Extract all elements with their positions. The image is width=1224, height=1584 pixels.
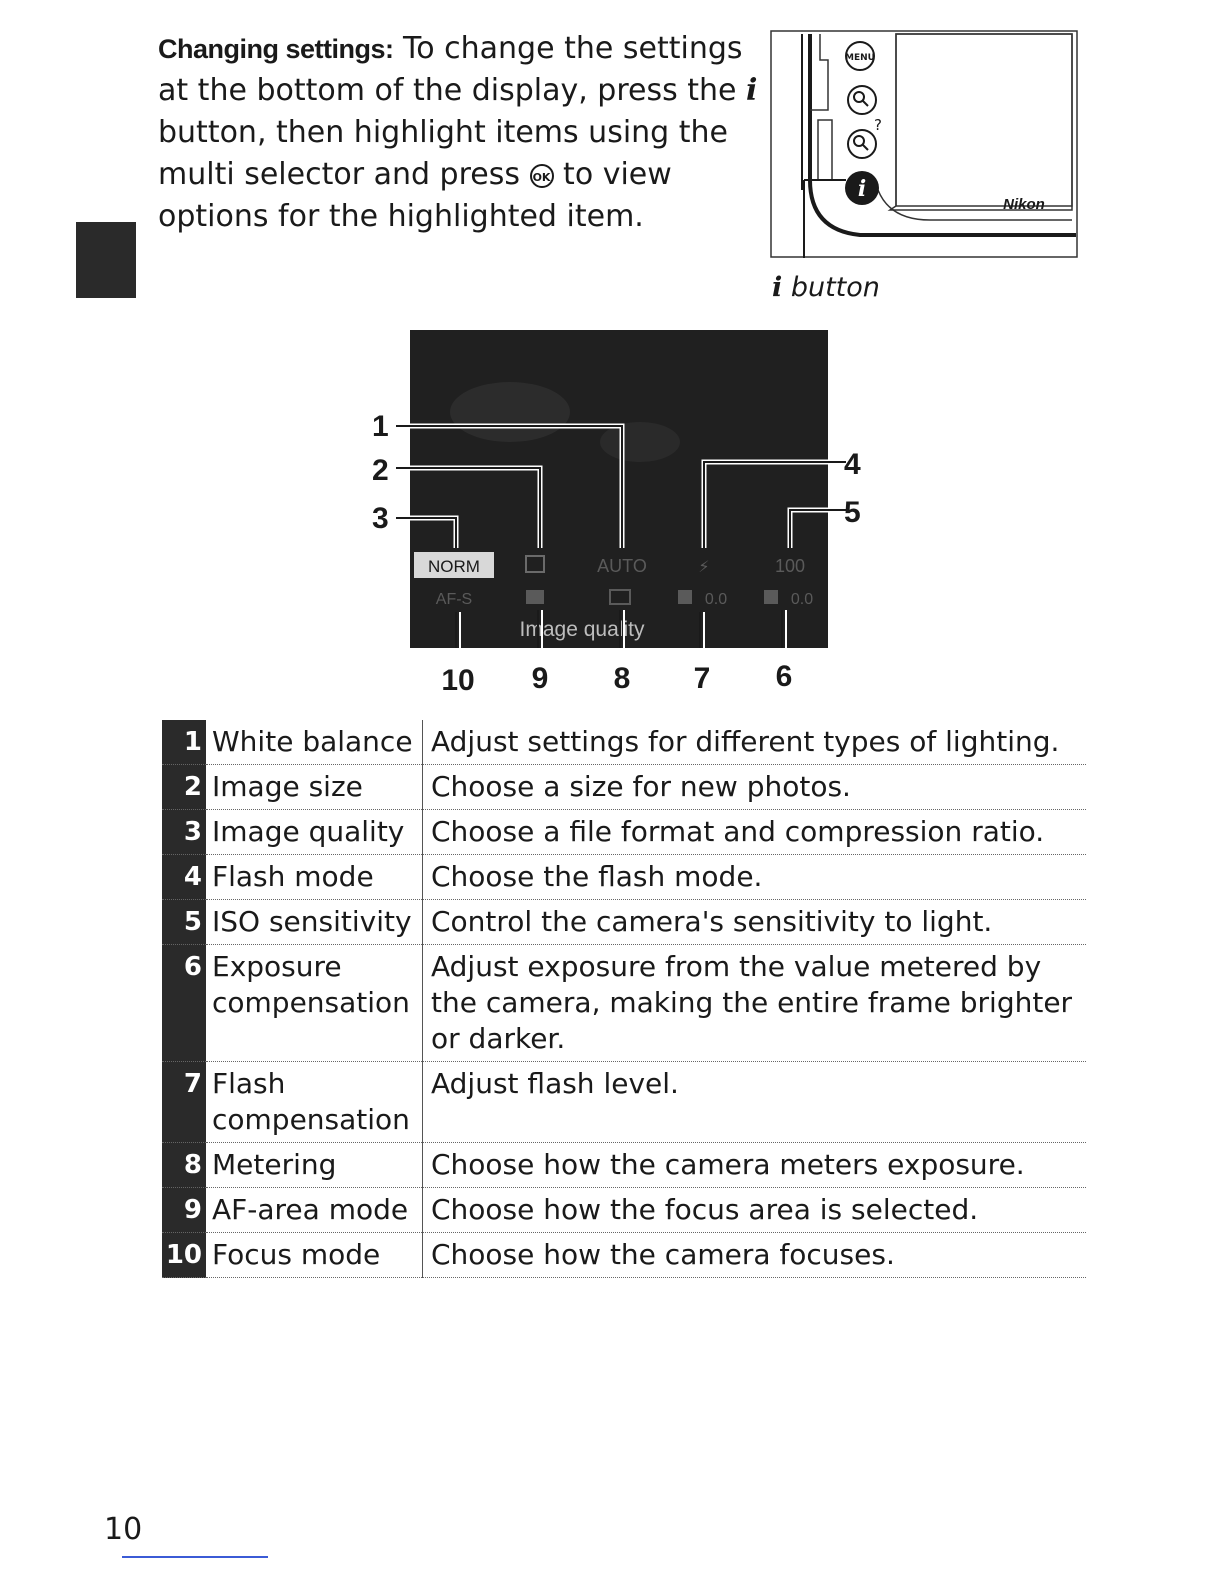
- setting-description: Adjust settings for different types of lighting.: [423, 720, 1087, 765]
- row-number: 3: [162, 810, 206, 855]
- setting-description: Control the camera's sensitivity to light.: [423, 900, 1087, 945]
- setting-description: Choose how the camera focuses.: [423, 1233, 1087, 1278]
- row-number: 6: [162, 945, 206, 1062]
- callout-8: 8: [613, 662, 631, 695]
- setting-description: Choose the flash mode.: [423, 855, 1087, 900]
- caption-i-glyph: i: [772, 272, 783, 303]
- row-number: 8: [162, 1143, 206, 1188]
- intro-paragraph: [158, 28, 758, 238]
- exposure-comp-icon: [764, 590, 778, 604]
- callout-1: 1: [372, 410, 389, 443]
- settings-table: [162, 720, 1086, 1278]
- setting-name: Image quality: [206, 810, 423, 855]
- row-number: 10: [162, 1233, 206, 1278]
- camera-diagram-caption: [772, 272, 880, 303]
- exposure-comp-value: 0.0: [790, 591, 814, 608]
- setting-description: Adjust flash level.: [423, 1062, 1087, 1143]
- table-row: [162, 855, 1086, 900]
- callout-5: 5: [844, 496, 861, 529]
- setting-description: Choose a size for new photos.: [423, 765, 1087, 810]
- setting-name: Flash mode: [206, 855, 423, 900]
- setting-name: Flash compensation: [206, 1062, 423, 1143]
- callout-7: 7: [693, 662, 711, 695]
- setting-description: Choose how the camera meters exposure.: [423, 1143, 1087, 1188]
- setting-name: AF-area mode: [206, 1188, 423, 1233]
- table-row: [162, 765, 1086, 810]
- row-number: 7: [162, 1062, 206, 1143]
- flash-mode-icon: ⚡: [698, 557, 710, 576]
- focus-mode-value: AF-S: [435, 591, 473, 608]
- intro-lead: Changing settings:: [158, 34, 394, 64]
- setting-name: ISO sensitivity: [206, 900, 423, 945]
- setting-name: Metering: [206, 1143, 423, 1188]
- flash-comp-value: 0.0: [704, 591, 728, 608]
- af-area-icon: [526, 590, 544, 604]
- nikon-logo: Nikon: [1003, 196, 1045, 213]
- table-row: [162, 720, 1086, 765]
- screen-caption: Image quality: [519, 618, 645, 641]
- row-number: 9: [162, 1188, 206, 1233]
- callout-6: 6: [775, 660, 793, 693]
- camera-back-diagram: [770, 30, 1078, 260]
- page-number: 10: [104, 1512, 143, 1547]
- table-row: [162, 1188, 1086, 1233]
- row-number: 5: [162, 900, 206, 945]
- image-quality-value: NORM: [428, 557, 480, 576]
- intro-text-1: To change the settings at the bottom of the display, press the: [158, 31, 747, 108]
- info-display-diagram: [360, 322, 880, 702]
- setting-name: White balance: [206, 720, 423, 765]
- setting-name: Exposure compensation: [206, 945, 423, 1062]
- table-row: [162, 945, 1086, 1062]
- callout-9: 9: [531, 662, 549, 695]
- i-button-label: i: [857, 176, 867, 202]
- row-number: 4: [162, 855, 206, 900]
- menu-button-label: MENU: [845, 53, 875, 63]
- i-button-glyph: i: [746, 73, 758, 108]
- ok-button-icon: OK: [530, 164, 554, 188]
- callout-3: 3: [372, 502, 389, 535]
- white-balance-value: AUTO: [597, 556, 647, 576]
- table-row: [162, 1143, 1086, 1188]
- footer-rule: [122, 1556, 268, 1558]
- row-number: 2: [162, 765, 206, 810]
- callout-2: 2: [372, 454, 389, 487]
- table-row: [162, 810, 1086, 855]
- setting-name: Focus mode: [206, 1233, 423, 1278]
- help-mark: ?: [874, 116, 882, 134]
- table-row: [162, 900, 1086, 945]
- setting-description: Choose a file format and compression ratio.: [423, 810, 1087, 855]
- setting-name: Image size: [206, 765, 423, 810]
- intro-text-2: button, then highlight items using the multi selector and press: [158, 115, 728, 192]
- intro-text-3: to view options for the highlighted item.: [158, 157, 672, 234]
- section-tab-marker: [76, 222, 136, 298]
- setting-description: Adjust exposure from the value metered by the camera, making the entire frame brighter or darker.: [423, 945, 1087, 1062]
- iso-value: 100: [774, 556, 806, 576]
- row-number: 1: [162, 720, 206, 765]
- flash-comp-icon: [678, 590, 692, 604]
- caption-text: button: [782, 272, 880, 303]
- table-row: [162, 1233, 1086, 1278]
- table-row: [162, 1062, 1086, 1143]
- setting-description: Choose how the focus area is selected.: [423, 1188, 1087, 1233]
- callout-4: 4: [844, 448, 861, 481]
- callout-10: 10: [441, 664, 475, 697]
